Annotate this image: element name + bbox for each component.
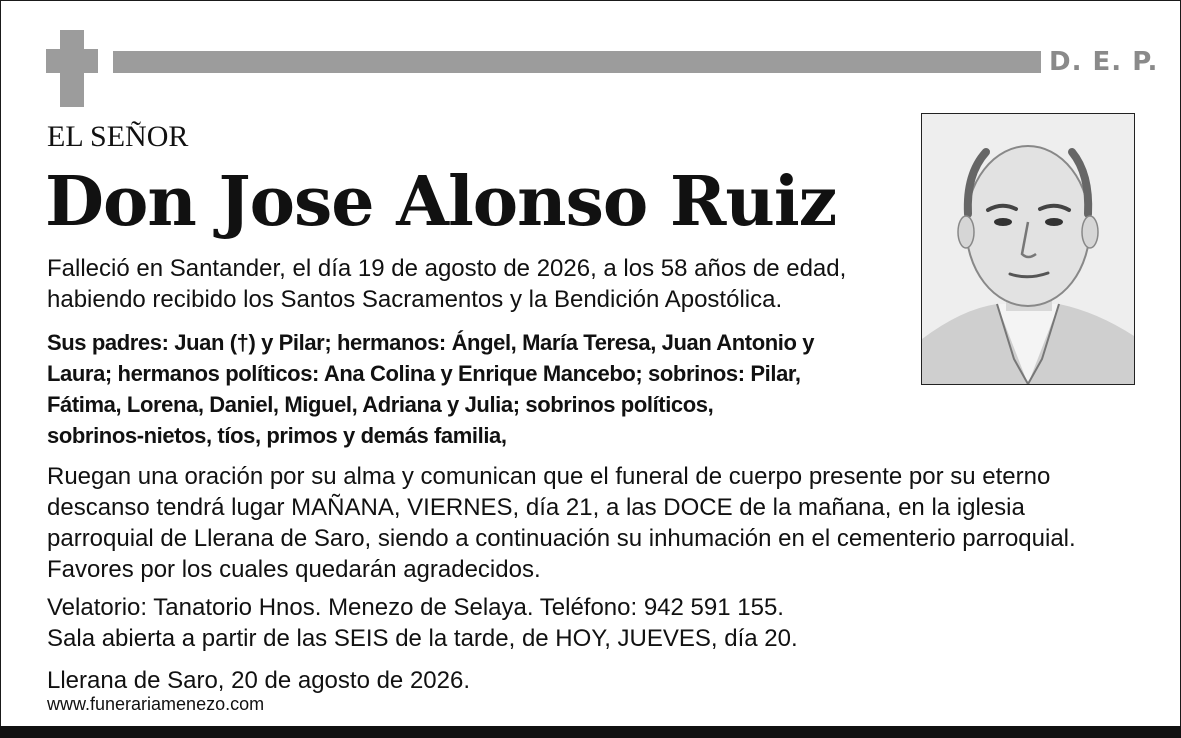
honorific: EL SEÑOR [47,120,189,153]
date-place: Llerana de Saro, 20 de agosto de 2026. [47,667,470,694]
family-list: Sus padres: Juan (†) y Pilar; hermanos: Ángel, María Teresa, Juan Antonio y Laura; hermanos políticos: Ana Colina y Enrique Mancebo; sobrinos: Pilar, Fátima, Lorena, Daniel, Miguel, Adriana y Julia; sobrinos políticos, sobrinos-nietos, tíos, primos y demás familia, [47,330,815,448]
header-bar [113,51,1041,73]
dep-label: D. E. P. [1049,47,1159,77]
portrait-illustration [922,114,1134,384]
cross-icon-arm [46,49,98,73]
portrait-photo [921,113,1135,385]
funeral-notice: Ruegan una oración por su alma y comunican que el funeral de cuerpo presente por su eterno descanso tendrá lugar MAÑANA, VIERNES, día 21, a las DOCE de la mañana, en la iglesia parroquial de Llerana de Saro, siendo a continuación su inhumación en el cementerio parroquial. Favores por los cuales quedarán agradecidos. [47,463,1076,583]
website-link[interactable]: www.funerariamenezo.com [47,694,265,714]
death-announcement: Falleció en Santander, el día 19 de agosto de 2026, a los 58 años de edad, habiendo recibido los Santos Sacramentos y la Bendición Apostólica. [47,255,847,313]
wake-info: Velatorio: Tanatorio Hnos. Menezo de Selaya. Teléfono: 942 591 155. Sala abierta a partir de las SEIS de la tarde, de HOY, JUEVES, día 20. [47,594,798,652]
bottom-rule [0,726,1181,738]
deceased-name: Don Jose Alonso Ruiz [45,162,837,242]
